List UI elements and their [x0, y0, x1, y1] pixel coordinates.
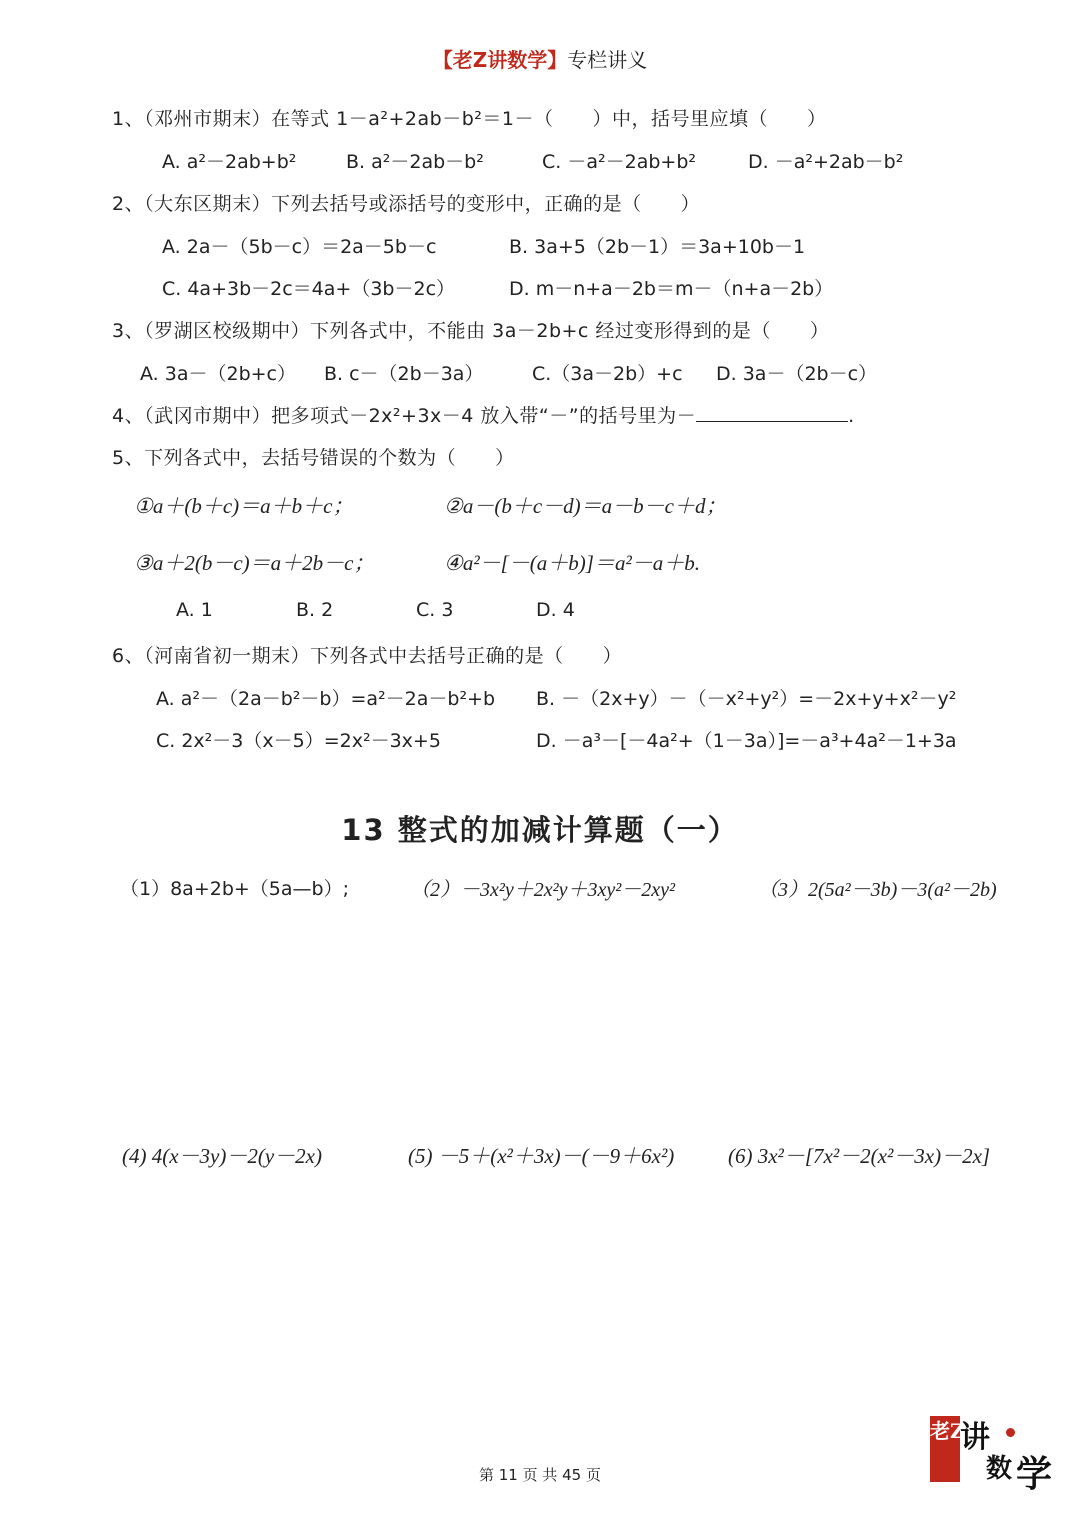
logo-seal: 老Z	[930, 1416, 960, 1482]
logo-red-dot	[1006, 1428, 1015, 1437]
problem-6: (6) 3x²－[7x²－2(x²－3x)－2x]	[728, 1144, 991, 1168]
question-4	[112, 401, 855, 428]
question-5-option-c: C. 3	[416, 599, 454, 621]
problem-3: （3）2(5a²－3b)－3(a²－2b)	[758, 879, 997, 901]
question-5-option-a: A. 1	[176, 599, 213, 621]
header-close-bracket: 】	[547, 48, 568, 72]
question-3-option-d: D. 3a－（2b－c）	[716, 363, 878, 385]
question-5-item-3: ③a＋2(b－c)＝a＋2b－c；	[134, 551, 375, 575]
question-6-stem: 6、（河南省初一期末）下列各式中去括号正确的是（ ）	[112, 645, 623, 667]
question-5-item-2: ②a－(b＋c－d)＝a－b－c＋d；	[444, 494, 727, 518]
question-2-option-b: B. 3a+5（2b－1）＝3a+10b－1	[509, 236, 806, 258]
question-2-stem: 2、（大东区期末）下列去括号或添括号的变形中，正确的是（ ）	[112, 193, 701, 215]
question-3-stem: 3、（罗湖区校级期中）下列各式中，不能由 3a－2b+c 经过变形得到的是（ ）	[112, 320, 830, 342]
problem-2: （2）－3x²y＋2x²y＋3xy²－2xy²	[410, 879, 675, 901]
question-4-answer-blank	[696, 403, 848, 422]
question-4-end: .	[848, 405, 855, 427]
question-6-option-a: A. a²－（2a－b²－b）=a²－2a－b²+b	[156, 688, 496, 710]
question-1-option-d: D. －a²+2ab－b²	[748, 151, 904, 173]
question-4-stem: 4、（武冈市期中）把多项式－2x²+3x－4 放入带“－”的括号里为－	[112, 405, 697, 427]
question-1-option-c: C. －a²－2ab+b²	[542, 151, 696, 173]
header-open-bracket: 【	[432, 48, 453, 72]
question-5-option-b: B. 2	[296, 599, 334, 621]
question-3-option-a: A. 3a－（2b+c）	[140, 363, 296, 385]
logo-char-1: 讲	[960, 1420, 990, 1455]
logo-char-2: 数	[986, 1454, 1013, 1484]
question-1-stem: 1、（邓州市期末）在等式 1－a²+2ab－b²＝1－（ ）中，括号里应填（ ）	[112, 108, 827, 130]
logo-char-3: 学	[1016, 1453, 1053, 1495]
page-footer: 第 11 页 共 45 页	[478, 1466, 601, 1484]
question-6-option-c: C. 2x²－3（x－5）=2x²－3x+5	[156, 730, 441, 752]
question-2-option-c: C. 4a+3b－2c＝4a+（3b－2c）	[162, 278, 456, 300]
problem-1: （1）8a+2b+（5a—b）;	[120, 878, 350, 900]
question-2-option-d: D. m－n+a－2b＝m－（n+a－2b）	[509, 278, 834, 300]
header-brand: 老Z讲数学	[452, 48, 548, 72]
question-5-stem: 5、下列各式中，去括号错误的个数为（ ）	[112, 447, 515, 469]
question-3-option-b: B. c－（2b－3a）	[324, 363, 484, 385]
question-1-option-b: B. a²－2ab－b²	[346, 151, 484, 173]
problem-4: (4) 4(x－3y)－2(y－2x)	[122, 1144, 322, 1168]
question-5-item-4: ④a²－[－(a＋b)]＝a²－a＋b.	[444, 551, 700, 575]
question-1-option-a: A. a²－2ab+b²	[162, 151, 297, 173]
question-3-option-c: C.（3a－2b）+c	[532, 363, 683, 385]
section-title: 13 整式的加减计算题（一）	[341, 813, 739, 847]
problem-5: (5) －5＋(x²＋3x)－(－9＋6x²)	[408, 1144, 675, 1168]
question-5-item-1: ①a＋(b＋c)＝a＋b＋c；	[134, 494, 354, 518]
page-header	[0, 44, 1080, 73]
question-2-option-a: A. 2a－（5b－c）＝2a－5b－c	[162, 236, 437, 258]
question-6-option-d: D. －a³－[－4a²+（1－3a）]=－a³+4a²－1+3a	[536, 730, 957, 752]
question-5-option-d: D. 4	[536, 599, 575, 621]
question-6-option-b: B. －（2x+y）－（－x²+y²）=－2x+y+x²－y²	[536, 688, 957, 710]
header-subtitle: 专栏讲义	[567, 48, 648, 72]
